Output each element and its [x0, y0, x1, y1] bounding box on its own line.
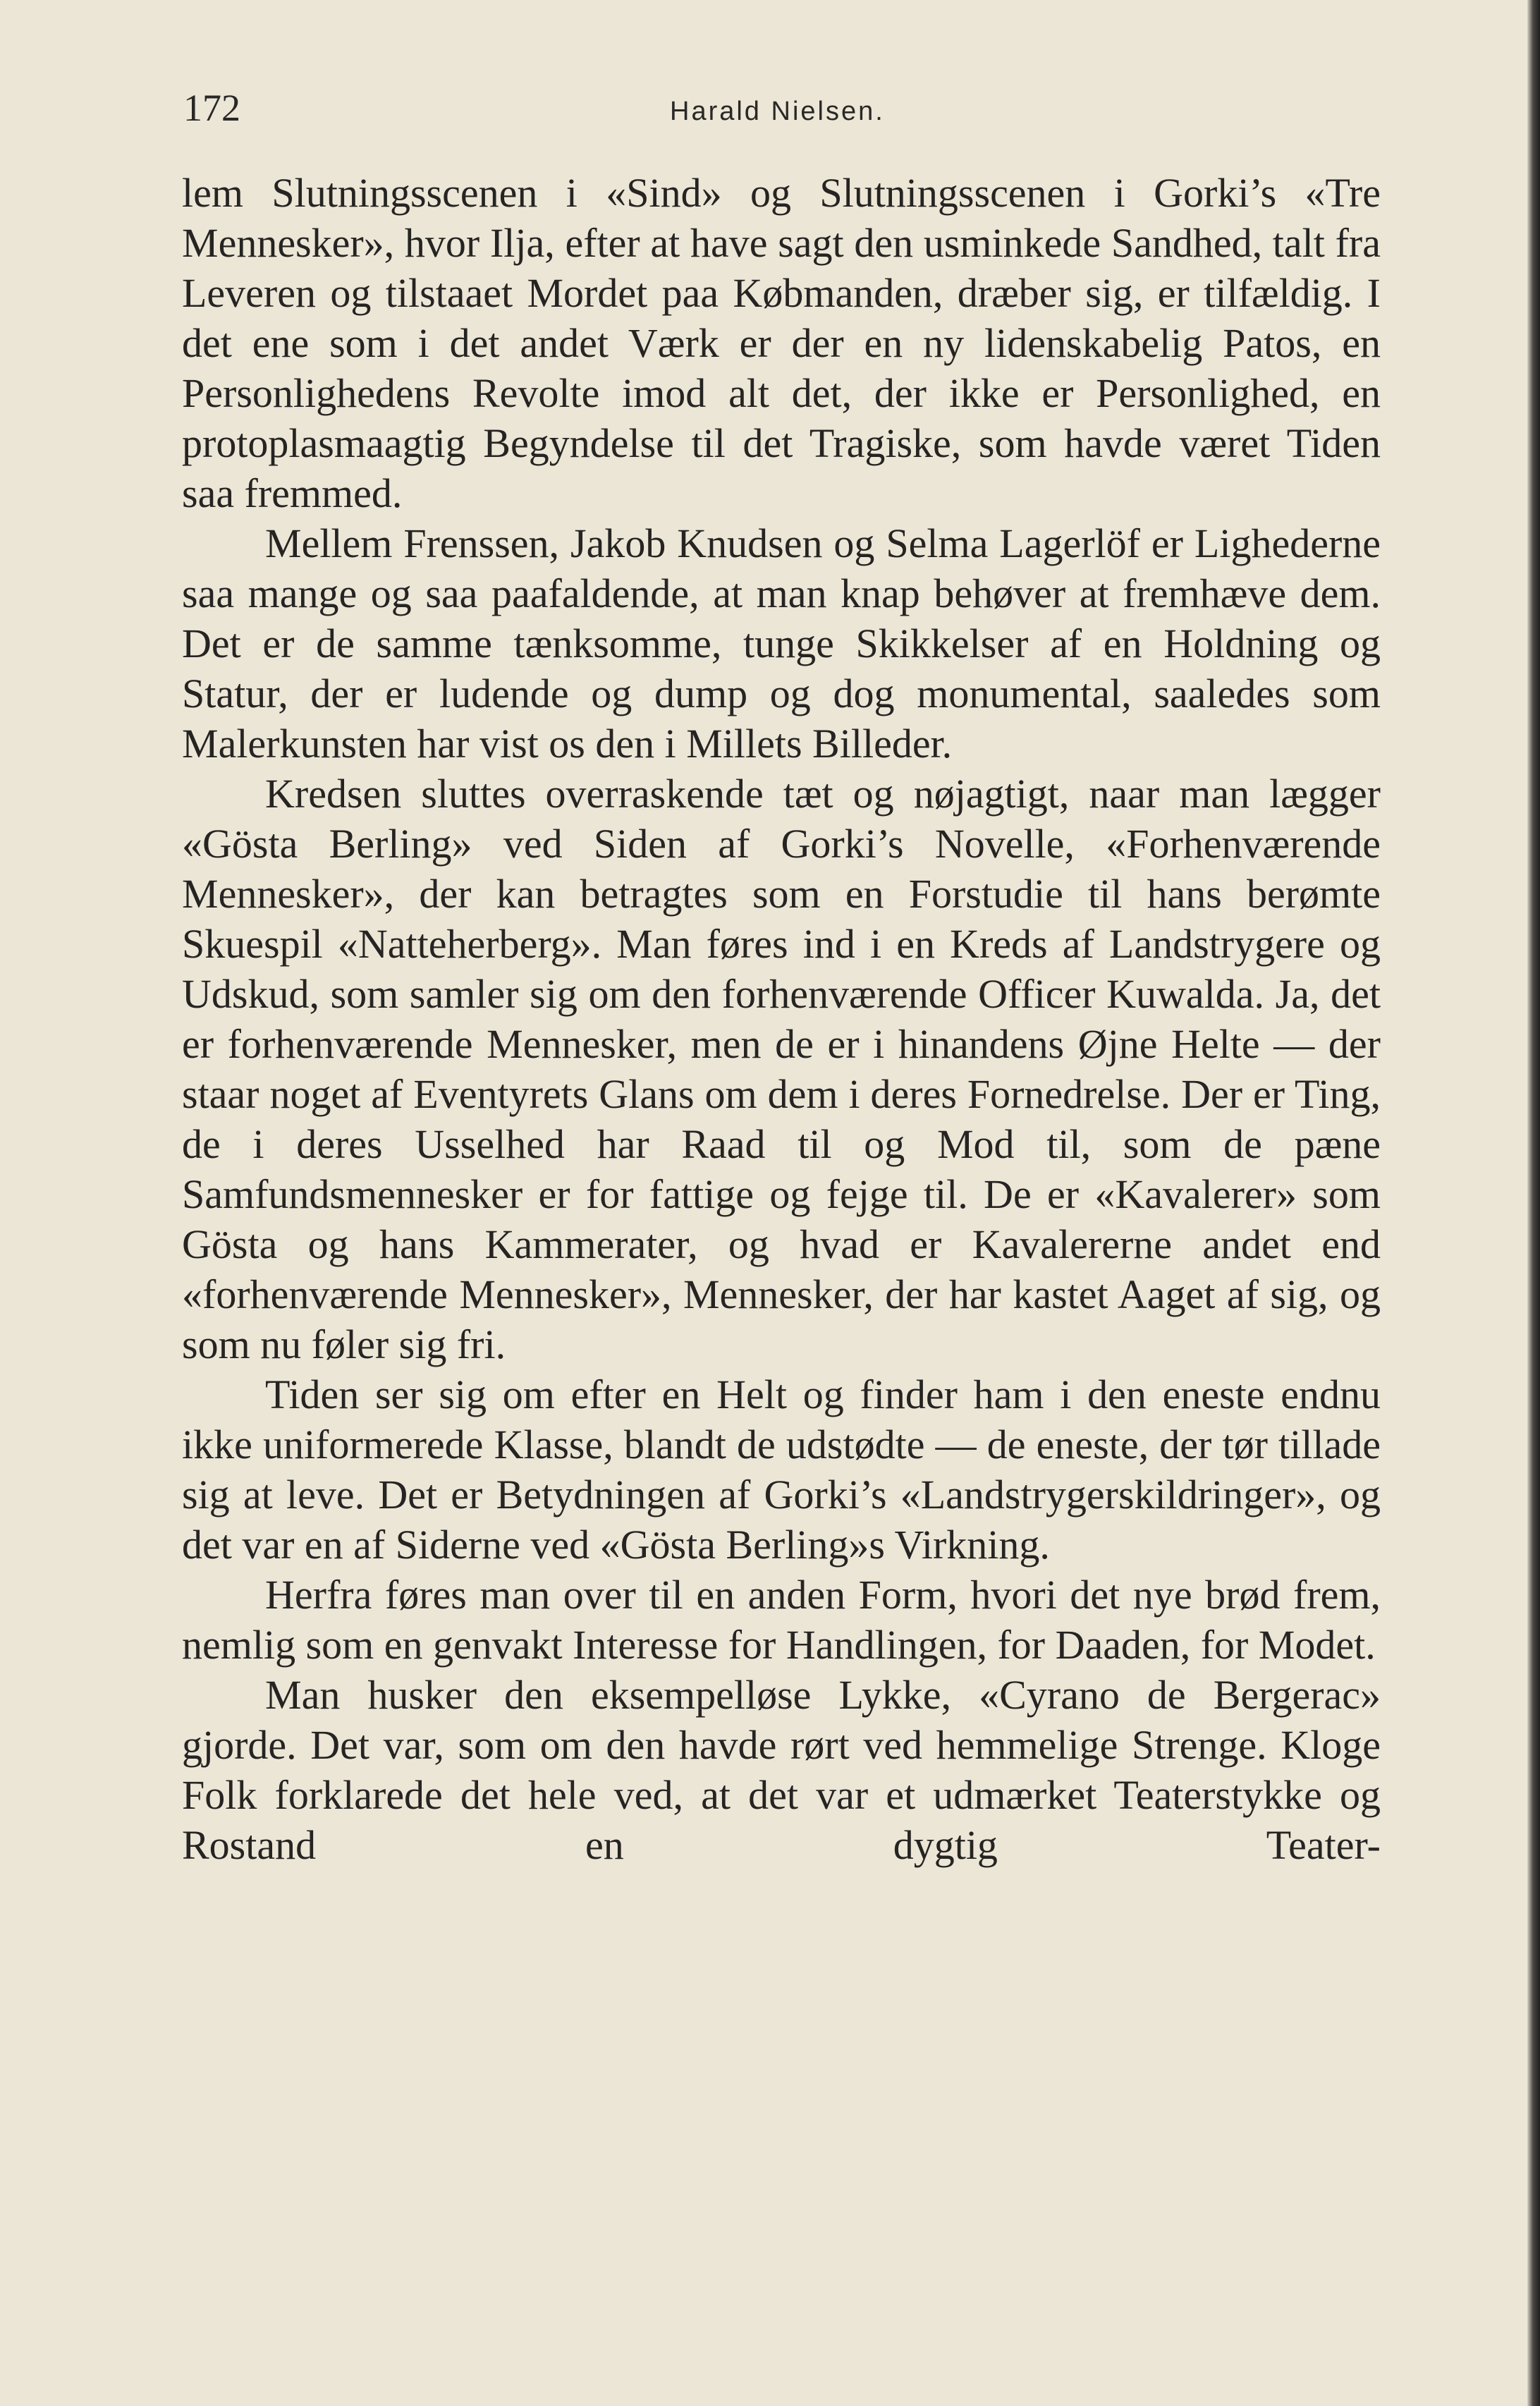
page-header [183, 83, 1382, 140]
paragraph-4: Tiden ser sig om efter en Helt og finder ham i den eneste endnu ikke uniformerede Klasse, blandt de udstødte — de eneste, der tør tillade sig at leve. Det er Betydningen af Gorki’s «Landstrygerskildringer», og det var en af Siderne ved «Gösta Berling»s Virkning. [182, 1372, 1381, 1568]
page-edge-shadow [1527, 0, 1540, 2406]
paragraph-1: lem Slutningsscenen i «Sind» og Slutningsscenen i Gorki’s «Tre Mennesker», hvor Ilja, efter at have sagt den usminkede Sandhed, talt fra Leveren og tilstaaet Mordet paa Købmanden, dræber sig, er tilfældig. I det ene som i det andet Værk er der en ny lidenskabelig Patos, en Personlighedens Revolte imod alt det, der ikke er Personlighed, en protoplasmaagtig Begyndelse til det Tragiske, som havde været Tiden saa fremmed. [182, 170, 1381, 516]
paragraph-6: Man husker den eksempelløse Lykke, «Cyrano de Bergerac» gjorde. Det var, som om den havde rørt ved hemmelige Strenge. Kloge Folk forklarede det hele ved, at det var et udmærket Teaterstykke og Rostand en dygtig Teater- [182, 1672, 1381, 1868]
running-title: Harald Nielsen. [670, 97, 885, 126]
page-number: 172 [183, 87, 240, 129]
paragraph-5: Herfra føres man over til en anden Form, hvori det nye brød frem, nemlig som en genvakt Interesse for Handlingen, for Daaden, for Modet. [182, 1572, 1381, 1668]
body-text [182, 168, 1381, 1870]
paragraph-3: Kredsen sluttes overraskende tæt og nøjagtigt, naar man lægger «Gösta Berling» ved Siden af Gorki’s Novelle, «Forhenværende Mennesker», der kan betragtes som en Forstudie til hans berømte Skuespil «Natteherberg». Man føres ind i en Kreds af Landstrygere og Udskud, som samler sig om den forhenværende Officer Kuwalda. Ja, det er forhenværende Mennesker, men de er i hinandens Øjne Helte — der staar noget af Eventyrets Glans om dem i deres Fornedrelse. Der er Ting, de i deres Usselhed har Raad til og Mod til, som de pæne Samfundsmennesker er for fattige og fejge til. De er «Kavalerer» som Gösta og hans Kammerater, og hvad er Kavalererne andet end «forhenværende Mennesker», Mennesker, der har kastet Aaget af sig, og som nu føler sig fri. [182, 771, 1381, 1367]
paragraph-2: Mellem Frenssen, Jakob Knudsen og Selma Lagerlöf er Lighederne saa mange og saa paafaldende, at man knap behøver at fremhæve dem. Det er de samme tænksomme, tunge Skikkelser af en Holdning og Statur, der er ludende og dump og dog monumental, saaledes som Malerkunsten har vist os den i Millets Billeder. [182, 520, 1381, 767]
